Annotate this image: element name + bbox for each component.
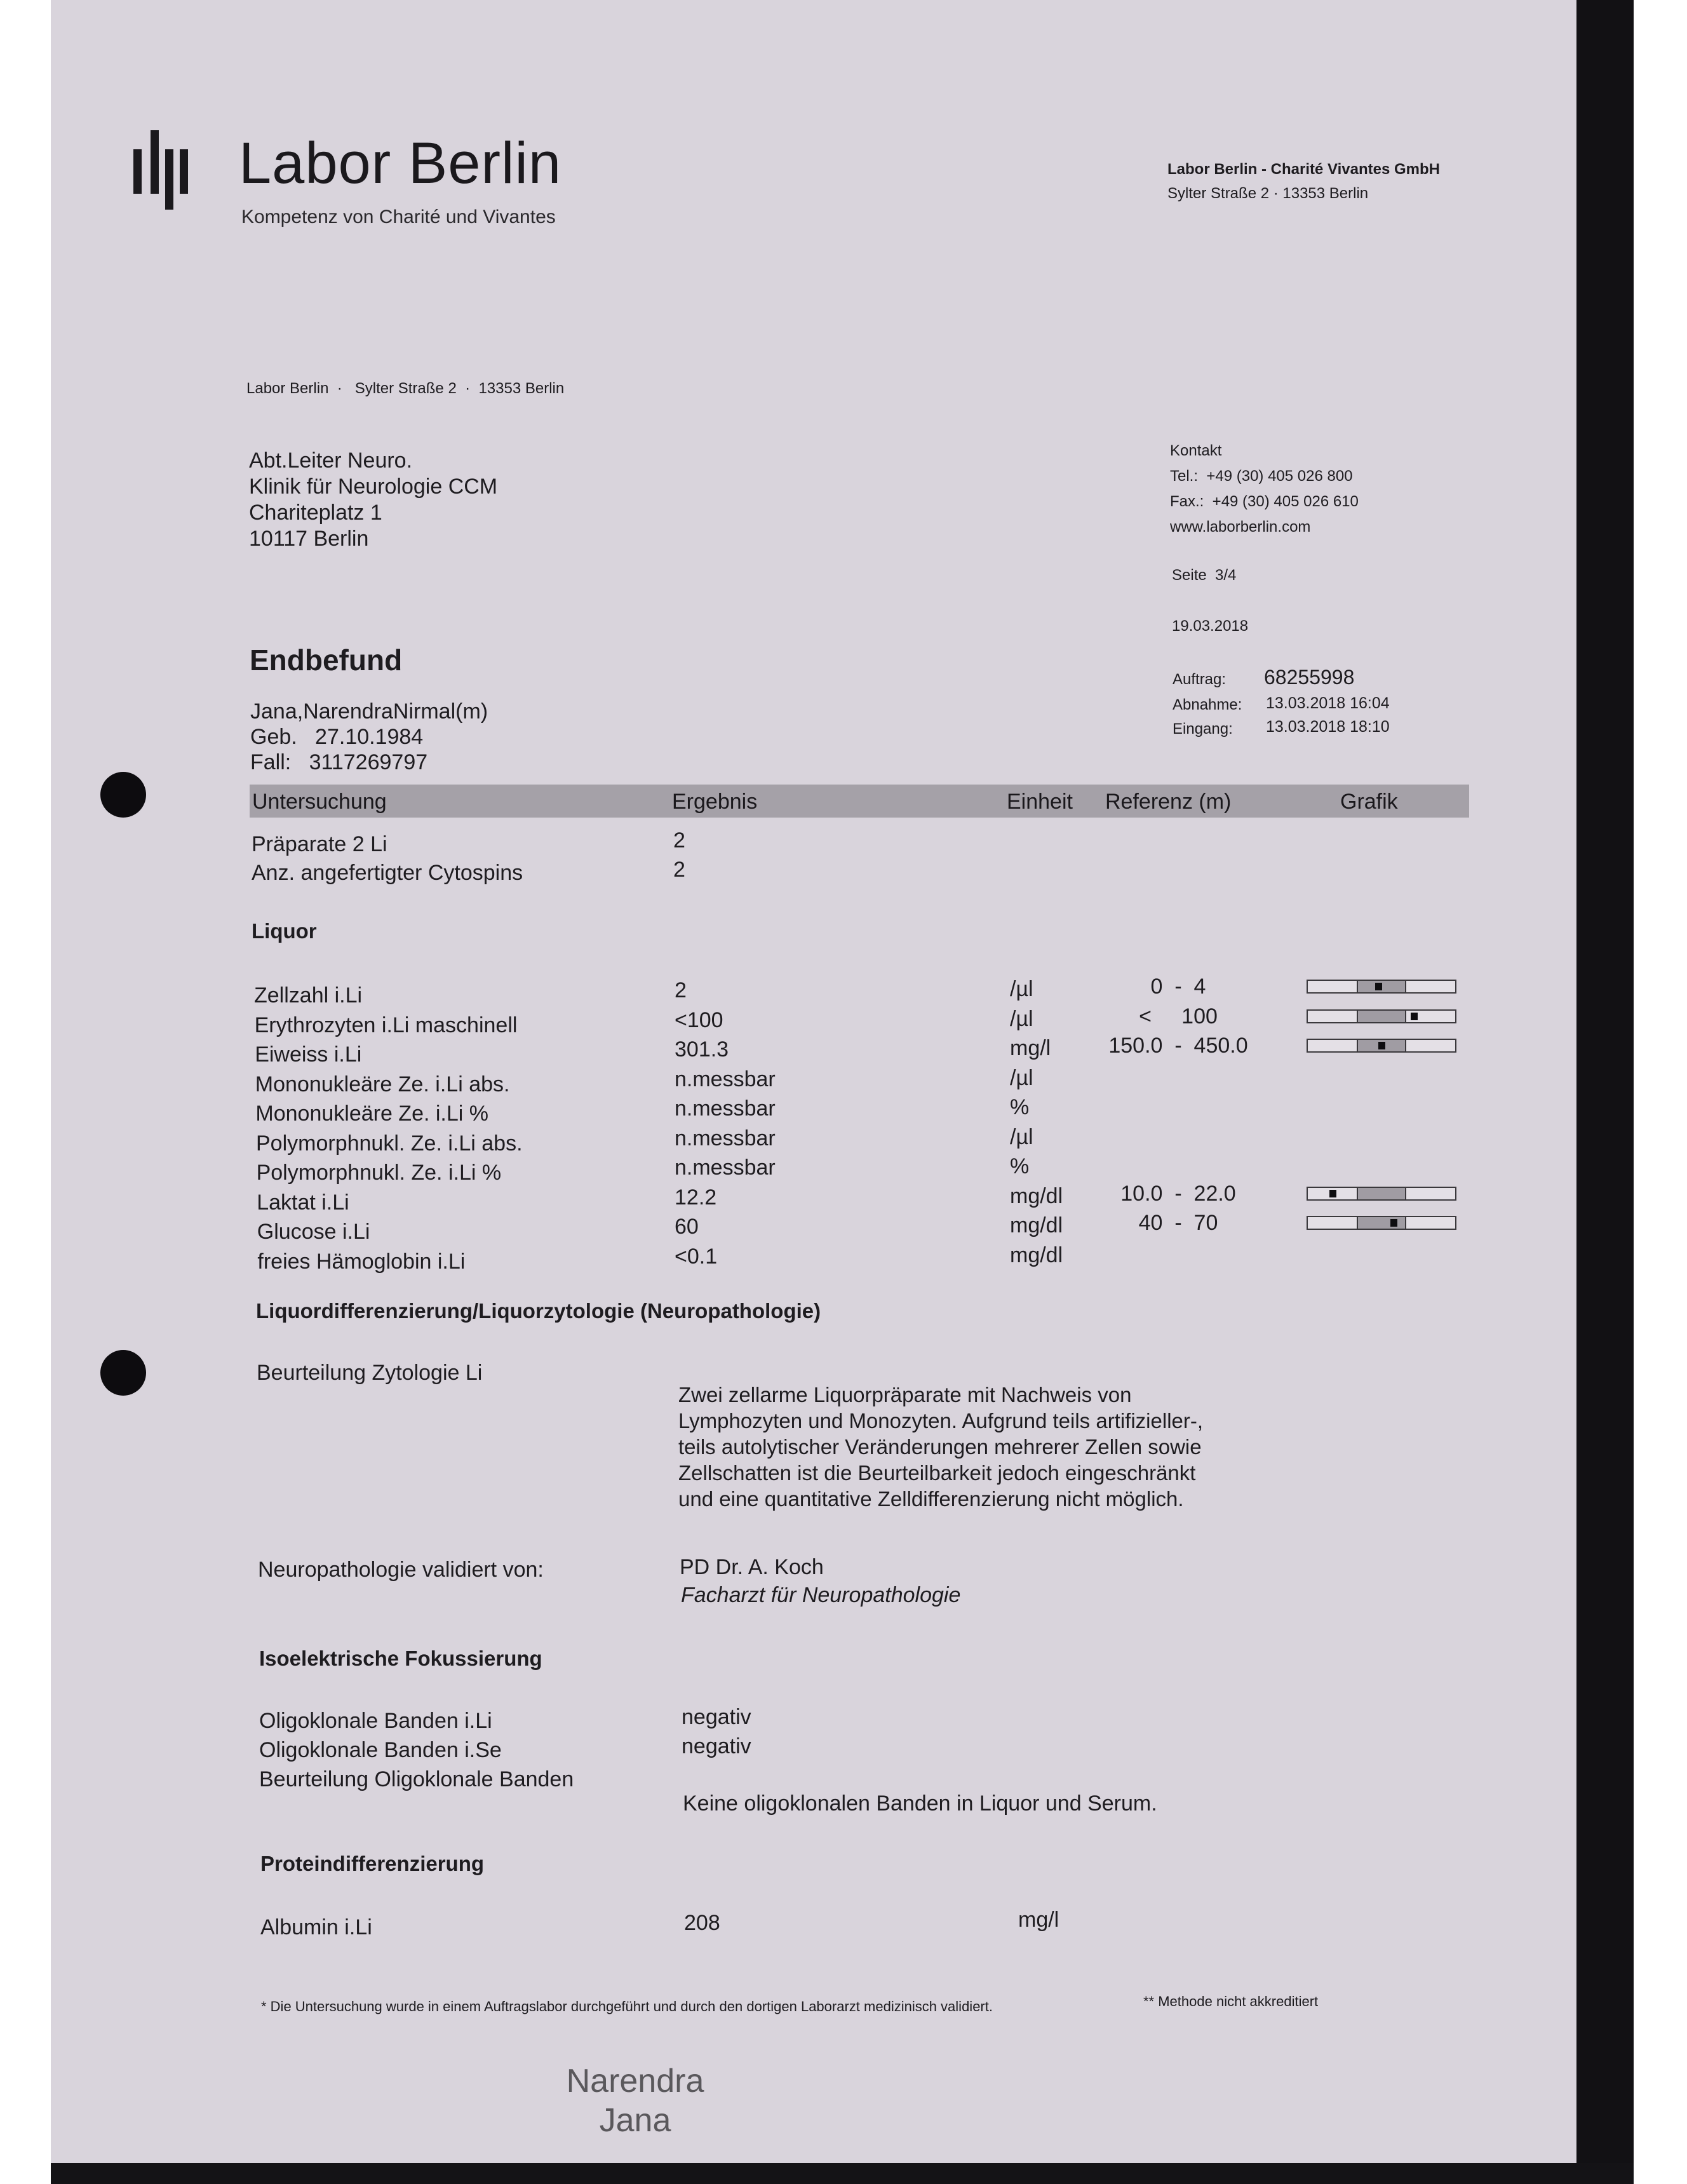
section-title-iso: Isoelektrische Fokussierung [259,1647,542,1670]
normal-range-segment [1357,1188,1407,1199]
header-untersuchung: Untersuchung [252,790,387,814]
report-title: Endbefund [250,644,403,677]
reference-range: 10.0 - 22.0 [1120,1182,1236,1206]
header-referenz: Referenz (m) [1105,790,1232,814]
cytology-text-line: und eine quantitative Zelldifferenzierung nicht möglich. [678,1487,1184,1511]
result-value: <100 [675,1008,723,1032]
cytology-text-line: Zellschatten ist die Beurteilbarkeit jedoch eingeschränkt [678,1461,1196,1485]
order-eingang-value: 13.03.2018 18:10 [1266,718,1390,736]
table-row [252,832,387,857]
test-name: Glucose i.Li [257,1220,370,1244]
result-marker-icon [1375,983,1382,990]
unit: /µl [1010,1007,1033,1031]
result-value: <0.1 [675,1244,718,1269]
reference-range: 0 - 4 [1150,974,1206,999]
normal-range-segment [1357,1217,1407,1229]
stamp-line: Narendra [566,2063,704,2100]
cytology-label: Beurteilung Zytologie Li [257,1361,483,1385]
scan-edge-bottom [51,2163,1634,2184]
company-address: Sylter Straße 2 · 13353 Berlin [1167,185,1369,202]
unit: /µl [1010,977,1033,1001]
section-title-liquor: Liquor [252,919,317,943]
test-name: Anz. angefertigter Cytospins [252,861,523,885]
labor-berlin-logo-icon [133,130,210,210]
unit: mg/dl [1010,1243,1063,1267]
result-value: n.messbar [675,1126,776,1150]
order-abnahme-label: Abnahme: [1173,696,1242,713]
punch-hole-top [100,772,146,818]
patient-dob: Geb. 27.10.1984 [250,725,424,749]
report-date: 19.03.2018 [1172,617,1249,635]
test-name: Präparate 2 Li [252,832,387,856]
protein-name: Albumin i.Li [260,1915,372,1939]
contact-label: Kontakt [1170,442,1222,459]
reference-range-bar [1307,1187,1456,1201]
test-name: Polymorphnukl. Ze. i.Li % [256,1161,502,1185]
result-value: 12.2 [675,1185,717,1210]
order-abnahme-value: 13.03.2018 16:04 [1266,694,1390,712]
iso-name: Oligoklonale Banden i.Li [259,1709,492,1733]
reference-range-bar [1307,1039,1456,1053]
cytology-text [678,1382,1203,1512]
patient-case: Fall: 3117269797 [250,750,428,774]
result-value: 2 [675,978,687,1002]
order-auftrag-label: Auftrag: [1173,671,1227,688]
unit: % [1010,1095,1030,1119]
unit: mg/dl [1010,1213,1063,1237]
header-grafik: Grafik [1340,790,1398,814]
unit: /µl [1010,1066,1033,1090]
scan-edge-right [1576,0,1634,2184]
results-table-header [250,785,1469,818]
iso-name: Beurteilung Oligoklonale Banden [259,1767,574,1791]
result-value: 2 [673,828,685,853]
recipient-line: 10117 Berlin [249,527,369,551]
test-name: Zellzahl i.Li [254,983,363,1008]
result-marker-icon [1378,1042,1385,1049]
header-einheit: Einheit [1007,790,1073,814]
reference-range: 40 - 70 [1138,1211,1218,1235]
recipient-line: Chariteplatz 1 [249,501,382,525]
recipient-line: Abt.Leiter Neuro. [249,448,413,473]
test-name: Mononukleäre Ze. i.Li % [255,1102,489,1126]
test-name: Laktat i.Li [257,1190,349,1215]
result-value: 60 [675,1215,699,1239]
section-title-protein: Proteindifferenzierung [260,1852,485,1875]
punch-hole-bottom [100,1350,146,1396]
reference-range: < 100 [1139,1004,1218,1028]
iso-value: negativ [682,1734,751,1758]
section-title-cytology: Liquordifferenzierung/Liquorzytologie (Neuropathologie) [256,1299,821,1323]
cytology-text-line: Zwei zellarme Liquorpräparate mit Nachweis von [678,1383,1132,1406]
contact-tel: Tel.: +49 (30) 405 026 800 [1170,468,1353,485]
contact-block [1170,438,1359,540]
test-name: freies Hämoglobin i.Li [257,1250,466,1274]
unit: mg/l [1010,1036,1051,1060]
contact-fax: Fax.: +49 (30) 405 026 610 [1170,493,1359,510]
header-ergebnis: Ergebnis [672,790,758,814]
reference-range-bar [1307,980,1456,994]
result-marker-icon [1390,1219,1397,1227]
reference-range-bar [1307,1009,1456,1023]
protein-unit: mg/l [1018,1908,1059,1932]
logo-title: Labor Berlin [239,131,562,196]
logo-subtitle: Kompetenz von Charité und Vivantes [241,206,556,227]
page-number: Seite 3/4 [1172,567,1237,584]
reference-range: 150.0 - 450.0 [1108,1034,1248,1058]
result-value: 301.3 [675,1037,729,1062]
order-auftrag-value: 68255998 [1264,666,1355,689]
patient-block [250,699,488,775]
stamp-line: Jana [599,2102,671,2139]
test-name: Eiweiss i.Li [255,1042,362,1067]
iso-name: Oligoklonale Banden i.Se [259,1738,502,1762]
result-marker-icon [1329,1190,1336,1197]
result-marker-icon [1411,1013,1418,1020]
iso-assessment: Keine oligoklonalen Banden in Liquor und Serum. [683,1791,1157,1816]
iso-value: negativ [682,1705,751,1729]
sender-line: Labor Berlin · Sylter Straße 2 · 13353 Berlin [246,380,565,397]
test-name: Polymorphnukl. Ze. i.Li abs. [256,1131,523,1156]
result-value: n.messbar [675,1096,776,1121]
unit: mg/dl [1010,1184,1063,1208]
result-value: n.messbar [675,1156,776,1180]
result-value: 2 [673,858,685,882]
validated-title: Facharzt für Neuropathologie [681,1583,961,1607]
footnote-2: ** Methode nicht akkreditiert [1143,1993,1319,2009]
table-row [252,861,523,886]
patient-name: Jana,NarendraNirmal(m) [250,699,488,724]
order-eingang-label: Eingang: [1173,720,1233,738]
protein-value: 208 [684,1911,720,1935]
validated-name: PD Dr. A. Koch [680,1555,824,1579]
validated-label: Neuropathologie validiert von: [258,1558,544,1582]
unit: % [1010,1154,1030,1178]
contact-web[interactable]: www.laborberlin.com [1170,518,1311,536]
result-value: n.messbar [675,1067,776,1091]
cytology-text-line: Lymphozyten und Monozyten. Aufgrund teils artifizieller-, [678,1409,1204,1432]
normal-range-segment [1357,1011,1407,1022]
footnote-1: * Die Untersuchung wurde in einem Auftragslabor durchgeführt und durch den dortigen Laborarzt medizinisch validiert. [261,1999,993,2014]
recipient-line: Klinik für Neurologie CCM [249,475,498,499]
test-name: Mononukleäre Ze. i.Li abs. [255,1072,510,1096]
test-name: Erythrozyten i.Li maschinell [254,1013,518,1037]
scan-margin-left [0,0,52,2184]
cytology-text-line: teils autolytischer Veränderungen mehrerer Zellen sowie [678,1435,1202,1459]
recipient-address [249,448,497,552]
company-name: Labor Berlin - Charité Vivantes GmbH [1167,161,1440,178]
name-stamp [546,2061,724,2140]
unit: /µl [1010,1125,1033,1149]
reference-range-bar [1307,1216,1456,1230]
